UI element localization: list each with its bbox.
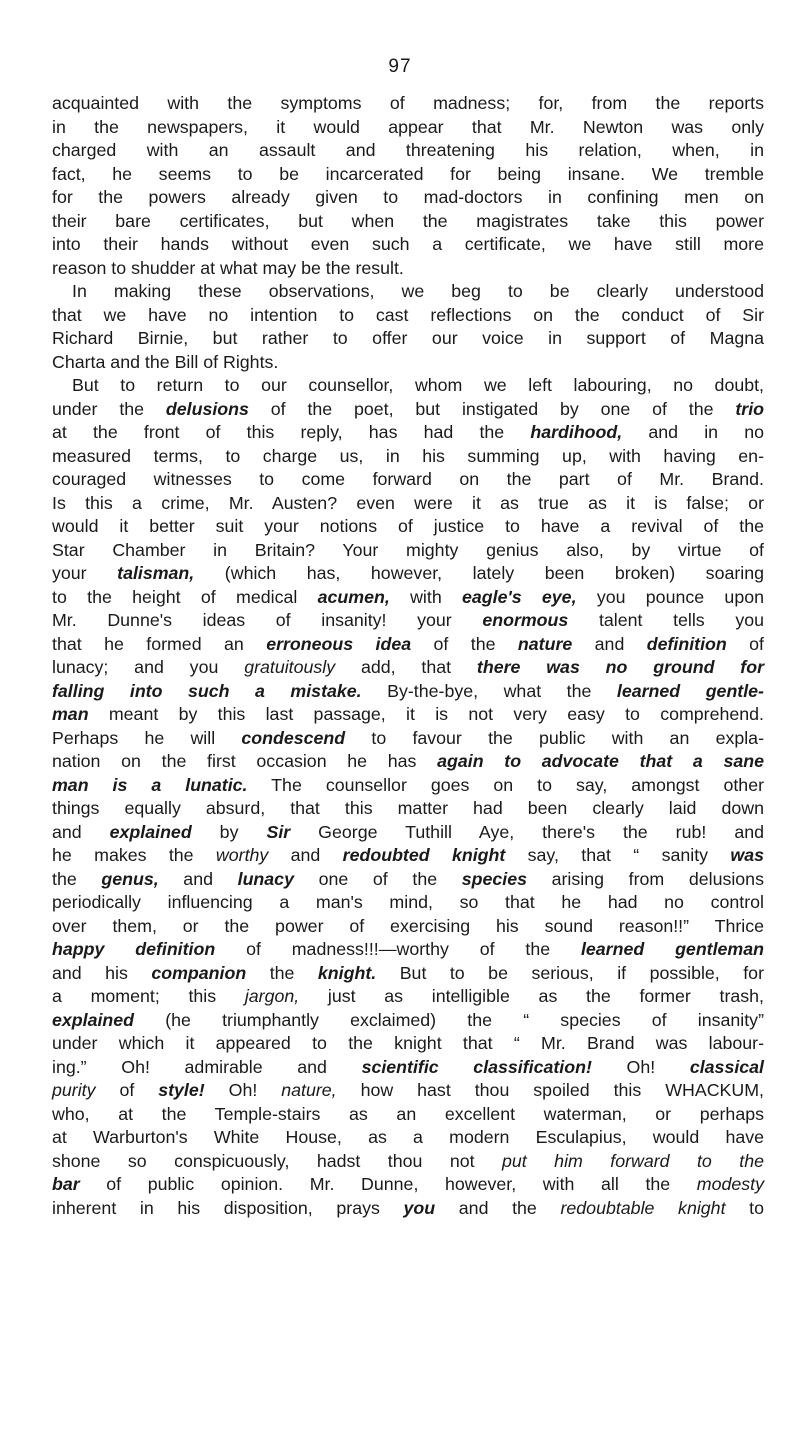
text-run: how hast thou spoiled this WHACKUM, [336,1080,764,1100]
text-line [52,421,764,445]
text-line [52,492,764,516]
text-line [52,844,764,868]
text-line [52,163,764,187]
text-run: things equally absurd, that this matter had been clearly laid down [52,798,764,818]
text-run: you pounce upon [576,586,764,607]
text-run: into their hands without even such a certificate, we have still more [52,234,764,254]
emphasis-text: happy definition [52,939,216,959]
text-run: and [52,821,110,842]
text-run: at the front of this reply, has had the [52,422,531,442]
emphasis-text: knight. [317,962,377,983]
text-line [52,797,764,821]
text-line [52,280,764,304]
text-line [52,539,764,563]
text-run: of the poet, but instigated by one of the [248,398,736,419]
text-run: that we have no intention to cast reflections on the conduct of Sir [52,304,764,325]
text-line [52,1056,764,1080]
text-run: just as intelligible as the former trash, [299,986,764,1006]
text-run: inherent in his disposition, prays [52,1197,404,1218]
text-run: Oh! [204,1080,282,1100]
emphasis-text: scientific classification! [361,1056,592,1077]
text-line [52,468,764,492]
emphasis-text: eagle's eye, [462,586,577,607]
text-run: nation on the first occasion he has [52,751,438,771]
text-run: of the [411,633,518,654]
text-run: to [725,1197,764,1218]
emphasis-text: nature, [281,1080,337,1100]
emphasis-text: acumen, [317,586,390,607]
text-run: and [268,845,343,865]
text-run: Star Chamber in Britain? Your mighty genius also, by virtue of [52,539,764,560]
text-run: lunacy; and you [52,657,245,677]
text-run: the [52,868,102,889]
text-line [52,962,764,986]
text-run: talent tells you [568,610,764,630]
emphasis-text: trio [735,398,765,419]
text-run: to the height of medical [52,586,318,607]
text-run: Charta and the Bill of Rights. [52,351,279,372]
text-run: by [191,821,267,842]
page-number: 97 [388,56,412,77]
text-line [52,398,764,422]
text-line [52,139,764,163]
emphasis-text: learned gentle- [616,680,764,701]
text-run: fact, he seems to be incarcerated for being insane. We tremble [52,163,764,184]
emphasis-text: companion [151,962,247,983]
text-line [52,703,764,727]
text-line [52,868,764,892]
text-line [52,1173,764,1197]
emphasis-text: bar [52,1174,80,1194]
text-run: shone so conspicuously, hadst thou not [52,1150,503,1171]
emphasis-text: explained [52,1009,135,1030]
text-run: of public opinion. Mr. Dunne, however, with all the [79,1174,697,1194]
emphasis-text: put him forward to the [502,1150,764,1171]
emphasis-text: classical [689,1056,764,1077]
text-run: George Tuthill Aye, there's the rub! and [290,821,764,842]
emphasis-text: there was no ground for [476,657,764,677]
text-run: one of the [293,868,462,889]
text-line [52,1079,764,1103]
text-line [52,92,764,116]
text-run: would it better suit your notions of justice to have a revival of the [52,516,764,536]
text-run: ing.” Oh! admirable and [52,1056,362,1077]
emphasis-text: talisman, [117,563,195,583]
text-run: who, at the Temple-stairs as an excellent waterman, or perhaps [52,1103,764,1124]
text-line [52,750,764,774]
text-run: charged with an assault and threatening his relation, when, in [52,140,764,160]
text-run: periodically influencing a man's mind, so that he had no control [52,892,764,912]
emphasis-text: you [403,1197,436,1218]
text-run: under which it appeared to the knight that “ Mr. Brand was labour- [52,1033,764,1053]
text-run: and [158,868,238,889]
text-run: of [726,633,764,654]
text-run: (which has, however, lately been broken) soaring [194,563,764,583]
emphasis-text: redoubted knight [342,845,506,865]
text-run: that he formed an [52,633,267,654]
emphasis-text: erroneous idea [266,633,412,654]
text-run: under the [52,398,166,419]
text-run: By-the-bye, what the [361,680,617,701]
text-run: couraged witnesses to come forward on the part of Mr. Brand. [52,469,764,489]
text-line [52,1103,764,1127]
text-line [52,680,764,704]
emphasis-text: style! [158,1080,205,1100]
emphasis-text: was [730,845,764,865]
emphasis-text: worthy [215,845,269,865]
text-run: arising from delusions [526,868,764,889]
text-line [52,515,764,539]
text-line [52,656,764,680]
emphasis-text: genus, [101,868,159,889]
text-run: In making these observations, we beg to be clearly understood [72,281,764,301]
emphasis-text: nature [517,633,573,654]
text-line [52,1150,764,1174]
text-line [52,774,764,798]
emphasis-text: modesty [696,1174,764,1194]
emphasis-text: lunacy [237,868,294,889]
text-line [52,891,764,915]
emphasis-text: condescend [241,727,346,748]
text-run: at Warburton's White House, as a modern Esculapius, would have [52,1127,764,1147]
text-run: and in no [622,422,764,442]
text-line [52,445,764,469]
emphasis-text: man [52,704,89,724]
text-line [52,633,764,657]
text-run: Richard Birnie, but rather to offer our voice in support of Magna [52,328,764,348]
emphasis-text: again to advocate that a sane [437,751,765,771]
text-run: meant by this last passage, it is not very easy to comprehend. [88,704,764,724]
text-run: But to be serious, if possible, for [376,962,764,983]
text-line [52,257,764,281]
text-line [52,304,764,328]
text-line [52,938,764,962]
text-run: your [52,563,118,583]
text-run: of madness!!!—worthy of the [215,939,581,959]
emphasis-text: species [461,868,527,889]
text-run: (he triumphantly exclaimed) the “ species of insanity” [134,1009,764,1030]
text-line [52,985,764,1009]
text-run: acquainted with the symptoms of madness; for, from the reports [52,93,764,113]
body-text [52,92,764,1220]
text-line [52,1032,764,1056]
text-line [52,1126,764,1150]
emphasis-text: learned gentleman [580,939,764,959]
text-run: add, that [335,657,477,677]
emphasis-text: purity [52,1080,96,1100]
emphasis-text: enormous [482,610,569,630]
text-line [52,210,764,234]
text-line [52,821,764,845]
text-line [52,233,764,257]
text-run: over them, or the power of exercising his sound reason!!” Thrice [52,915,764,936]
text-run: measured terms, to charge us, in his summing up, with having en- [52,445,764,466]
emphasis-text: Sir [266,821,291,842]
emphasis-text: man is a lunatic. [52,774,248,795]
emphasis-text: jargon, [244,986,300,1006]
text-run: The counsellor goes on to say, amongst other [247,774,765,795]
emphasis-text: definition [646,633,727,654]
text-run: with [389,586,463,607]
text-line [52,374,764,398]
text-line [52,186,764,210]
text-line [52,1197,764,1221]
emphasis-text: hardihood, [530,422,623,442]
text-run: a moment; this [52,986,245,1006]
text-run: the [246,962,318,983]
text-run: in the newspapers, it would appear that Mr. Newton was only [52,116,764,137]
text-run: Perhaps he will [52,727,242,748]
emphasis-text: redoubtable knight [560,1197,726,1218]
text-line [52,116,764,140]
text-run: and his [52,962,152,983]
text-run: of [95,1080,159,1100]
text-line [52,609,764,633]
text-line [52,1009,764,1033]
emphasis-text: gratuitously [244,657,336,677]
text-run: for the powers already given to mad-doctors in confining men on [52,187,764,207]
text-run: and the [435,1197,561,1218]
text-line [52,327,764,351]
text-run: their bare certificates, but when the magistrates take this power [52,210,764,231]
text-line [52,562,764,586]
emphasis-text: falling into such a mistake. [52,680,362,701]
text-line [52,586,764,610]
text-run: to favour the public with an expla- [345,727,764,748]
text-run: and [572,633,647,654]
text-run: Oh! [591,1056,690,1077]
text-run: Mr. Dunne's ideas of insanity! your [52,610,483,630]
text-line [52,351,764,375]
text-run: Is this a crime, Mr. Austen? even were it as true as it is false; or [52,492,764,513]
text-run: say, that “ sanity [505,845,731,865]
text-line [52,727,764,751]
emphasis-text: delusions [165,398,249,419]
text-run: reason to shudder at what may be the result. [52,257,404,278]
text-run: But to return to our counsellor, whom we left labouring, no doubt, [72,375,764,395]
text-line [52,915,764,939]
emphasis-text: explained [109,821,192,842]
text-run: he makes the [52,845,216,865]
